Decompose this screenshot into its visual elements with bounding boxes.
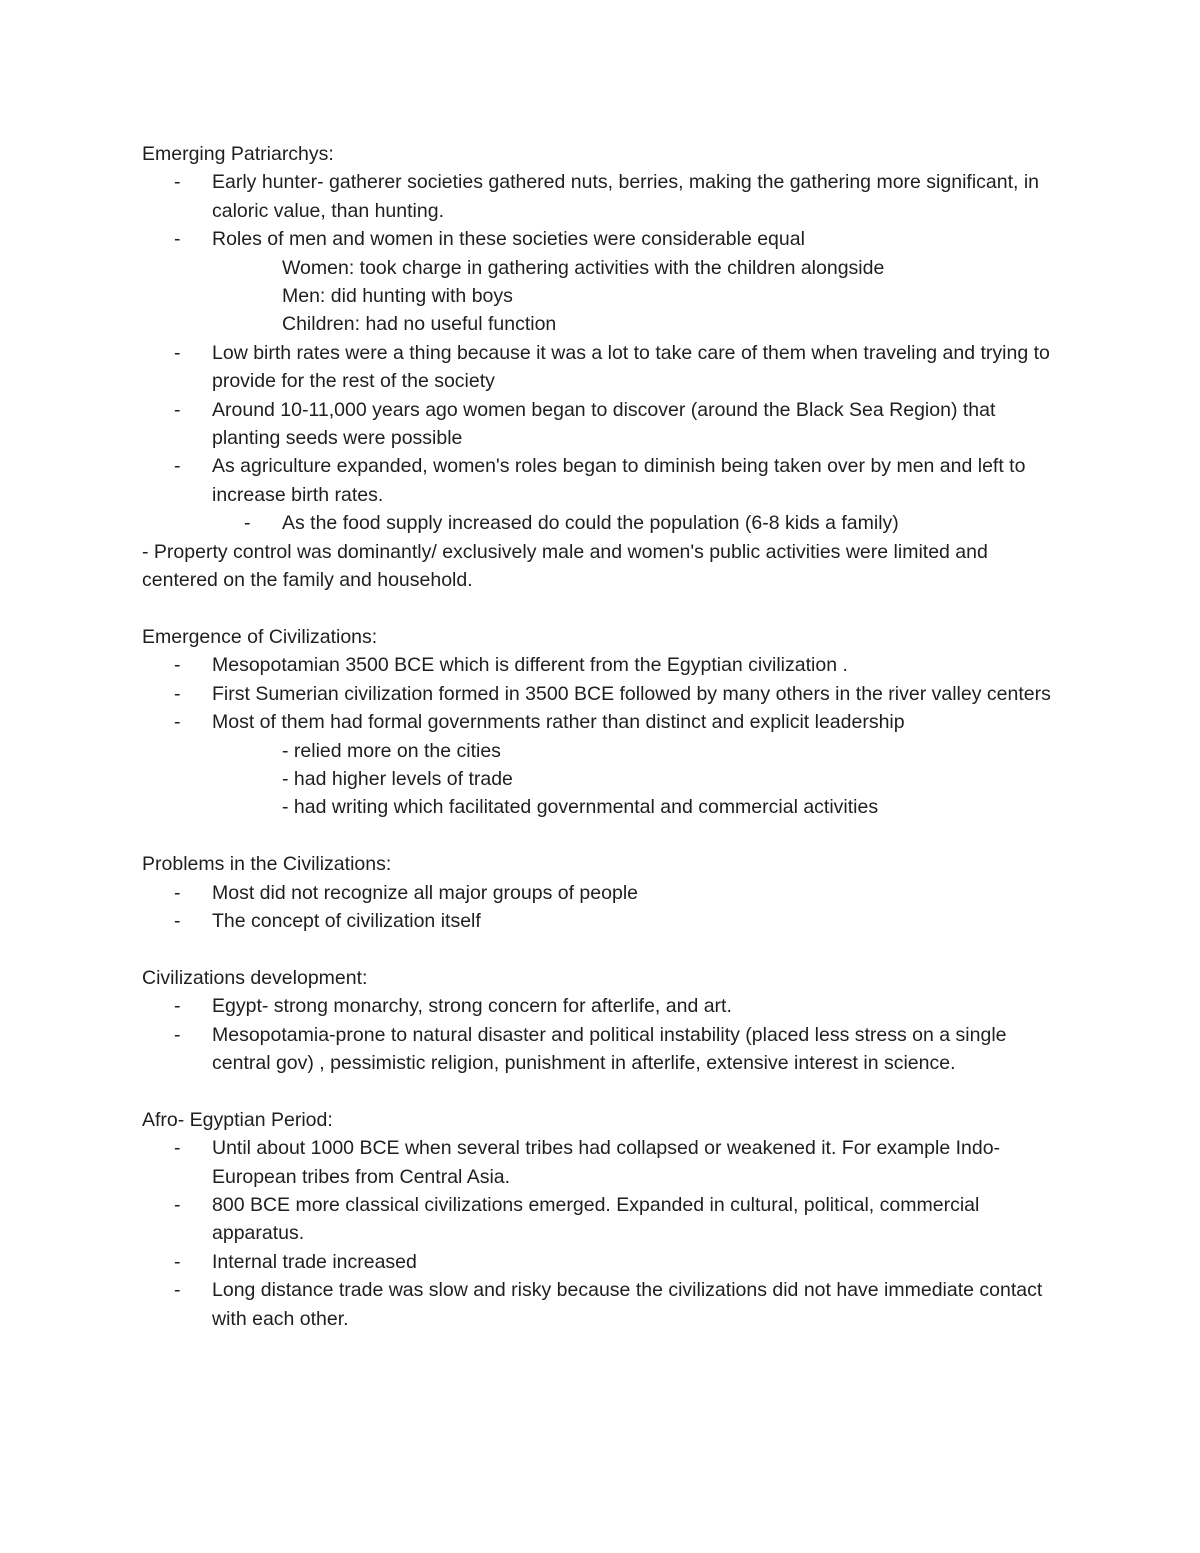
bullet-list xyxy=(142,879,1062,936)
list-item: - 800 BCE more classical civilizations emerged. Expanded in cultural, political, commercial apparatus. xyxy=(142,1191,1062,1248)
bullet-list xyxy=(142,992,1062,1077)
list-item: - First Sumerian civilization formed in 3500 BCE followed by many others in the river valley centers xyxy=(142,680,1062,708)
role-line: Children: had no useful function xyxy=(282,313,557,336)
dash-marker: - xyxy=(174,1137,181,1160)
nested-list-item: - As the food supply increased do could the population (6-8 kids a family) xyxy=(142,509,1062,537)
list-item: - Most of them had formal governments rather than distinct and explicit leadership xyxy=(142,708,1062,736)
section-emergence-of-civilizations xyxy=(142,623,1062,822)
list-item: - Mesopotamian 3500 BCE which is different from the Egyptian civilization . xyxy=(142,651,1062,679)
dash-marker: - xyxy=(174,455,181,478)
list-item: - Around 10-11,000 years ago women began to discover (around the Black Sea Region) that planting seeds were possible xyxy=(142,396,1062,453)
dash-marker: - xyxy=(174,228,181,251)
dash-marker: - xyxy=(174,341,181,364)
list-item: - Until about 1000 BCE when several tribes had collapsed or weakened it. For example Indo- European tribes from Central Asia. xyxy=(142,1134,1062,1191)
list-item: - Internal trade increased xyxy=(142,1248,1062,1276)
dash-marker: - xyxy=(174,1023,181,1046)
list-item: - Roles of men and women in these societies were considerable equal xyxy=(142,225,1062,253)
nested-list xyxy=(142,509,1062,537)
dash-marker: - xyxy=(244,512,251,535)
section-afro-egyptian-period xyxy=(142,1106,1062,1333)
dash-marker: - xyxy=(174,1250,181,1273)
list-item: - Early hunter- gatherer societies gathered nuts, berries, making the gathering more significant, in caloric value, than hunting. xyxy=(142,168,1062,225)
section-emerging-patriarchys xyxy=(142,140,1062,595)
bullet-list xyxy=(142,168,1062,253)
section-problems-in-civilizations xyxy=(142,850,1062,935)
dash-marker: - xyxy=(174,654,181,677)
role-line: Women: took charge in gathering activities with the children alongside xyxy=(282,256,885,279)
dash-marker: - xyxy=(174,881,181,904)
list-item: - As agriculture expanded, women's roles began to diminish being taken over by men and left to increase birth rates. xyxy=(142,452,1062,509)
dash-marker: - xyxy=(174,682,181,705)
bullet-list xyxy=(142,1134,1062,1333)
section-heading: Problems in the Civilizations: xyxy=(142,853,392,876)
dash-marker: - xyxy=(174,1193,181,1216)
bullet-list xyxy=(142,339,1062,509)
sub-point: - had higher levels of trade xyxy=(282,767,513,790)
bullet-list xyxy=(142,651,1062,736)
dash-marker: - xyxy=(174,398,181,421)
list-item: - Egypt- strong monarchy, strong concern for afterlife, and art. xyxy=(142,992,1062,1020)
list-item: - Mesopotamia-prone to natural disaster and political instability (placed less stress on a single central gov) , pessimistic religion, punishment in afterlife, extensive interest in science. xyxy=(142,1021,1062,1078)
dash-marker: - xyxy=(174,711,181,734)
document-page xyxy=(142,140,1062,1333)
section-civilizations-development xyxy=(142,964,1062,1078)
role-line: Men: did hunting with boys xyxy=(282,285,513,308)
section-heading: Afro- Egyptian Period: xyxy=(142,1108,333,1131)
dash-marker: - xyxy=(174,995,181,1018)
section-heading: Emerging Patriarchys: xyxy=(142,143,334,165)
sub-point: - relied more on the cities xyxy=(282,739,501,762)
list-item: - Low birth rates were a thing because it was a lot to take care of them when traveling and trying to provide for the rest of the society xyxy=(142,339,1062,396)
sub-point: - had writing which facilitated governmental and commercial activities xyxy=(282,796,879,819)
dash-marker: - xyxy=(174,1279,181,1302)
section-heading: Civilizations development: xyxy=(142,966,368,989)
list-item: - The concept of civilization itself xyxy=(142,907,1062,935)
section-heading: Emergence of Civilizations: xyxy=(142,625,378,648)
list-item: - Most did not recognize all major groups of people xyxy=(142,879,1062,907)
dash-marker: - xyxy=(174,171,181,194)
list-item: - Long distance trade was slow and risky because the civilizations did not have immediate contact with each other. xyxy=(142,1276,1062,1333)
dash-marker: - xyxy=(174,909,181,932)
paragraph: - Property control was dominantly/ exclusively male and women's public activities were limited and centered on the family and household. xyxy=(142,540,988,592)
